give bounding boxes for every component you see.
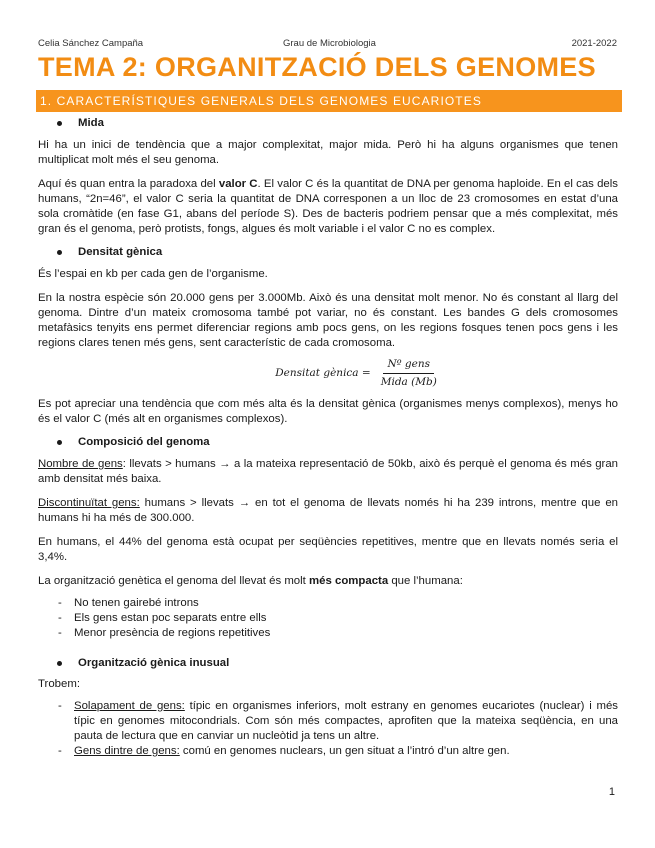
paragraph-mida-1: Hi ha un inici de tendència que a major complexitat, major mida. Però hi ha alguns organismes que tenen multiplicat molt més el seu genoma.	[38, 139, 618, 166]
paragraph-composicio-2: Discontinuïtat gens: humans > llevats → en tot el genoma de llevats només hi ha 239 introns, mentre que en humans hi ha més de 300.000.	[38, 497, 618, 524]
header-course: Grau de Microbiologia	[283, 38, 376, 49]
section-heading-text: 1. CARACTERÍSTIQUES GENERALS DELS GENOMES EUCARIOTES	[40, 94, 482, 108]
list-item: - Gens dintre de gens: comú en genomes nuclears, un gen situat a l’intró d’un altre gen.	[58, 745, 510, 757]
list-unusual-organization	[38, 699, 618, 759]
formula-densitat-genica	[98, 357, 618, 390]
paragraph-densitat-3: Es pot apreciar una tendència que com més alta és la densitat gènica (organismes menys complexos), menys ho és el valor C (més alt en organismes complexos).	[38, 398, 618, 425]
bullet-dot-icon	[57, 250, 62, 255]
bullet-dot-icon	[57, 121, 62, 126]
paragraph-densitat-1: És l’espai en kb per cada gen de l’organisme.	[38, 268, 268, 280]
bullet-dot-icon	[57, 661, 62, 666]
subheading-inusual: Organització gènica inusual	[38, 655, 618, 672]
list-compact-features	[38, 596, 618, 641]
formula-fraction	[377, 357, 441, 390]
subheading-composicio: Composició del genoma	[38, 434, 618, 451]
list-item: - No tenen gairebé introns	[58, 597, 199, 609]
paragraph-composicio-3: En humans, el 44% del genoma està ocupat per seqüències repetitives, mentre que en llevats només seria el 3,4%.	[38, 536, 618, 563]
paragraph-composicio-4: La organització genètica el genoma del llevat és molt més compacta que l’humana:	[38, 575, 463, 587]
formula-lhs: Densitat gènica =	[275, 367, 371, 379]
page-title: TEMA 2: ORGANITZACIÓ DELS GENOMES	[38, 52, 596, 82]
bullet-dot-icon	[57, 440, 62, 445]
formula-numerator: Nº gens	[383, 357, 434, 374]
paragraph-composicio-1: Nombre de gens: llevats > humans → a la mateixa representació de 50kb, això és perquè el genoma és més gran amb densitat més baixa.	[38, 458, 619, 485]
paragraph-inusual-intro: Trobem:	[38, 678, 80, 690]
subheading-mida: Mida	[38, 115, 618, 132]
subheading-densitat: Densitat gènica	[38, 244, 618, 261]
paragraph-mida-2: Aquí és quan entra la paradoxa del valor C. El valor C és la quantitat de DNA per genoma haploide. En el cas dels humans, “2n=46”, el valor C seria la quantitat de DNA corresponen a un lloc de 23 cromosomes en estat d’una sola cromàtide (en fase G1, abans del període S). Des de bacteris podriem pensar que a més complexitat, més gran és el genoma, però protists, fongs, algues és molt variable i el valor C no es complex.	[38, 178, 618, 235]
formula-denominator: Mida (Mb)	[380, 376, 437, 388]
list-item: - Solapament de gens: típic en organismes inferiors, molt estrany en genomes eucariotes (nuclear) i més típic en genomes mitocondrials. Com són més compactes, aprofiten que la mateixa seqüència, en una pauta de lectura que en canviar un nucleòtid ja tens un altre.	[58, 700, 618, 742]
paragraph-densitat-2: En la nostra espècie són 20.000 gens per 3.000Mb. Això és una densitat molt menor. No és constant al llarg del genoma. Dintre d’un mateix cromosoma també pot variar, no és constant. Les bandes G dels cromosomes metafàsics tenyits ens permet diferenciar regions amb pocs gens, on les regions fosques tenen pocs gens i les regions clares tenen més gens, sent característic de cada cromosoma.	[38, 292, 618, 349]
header-year: 2021-2022	[571, 38, 617, 49]
list-item: - Els gens estan poc separats entre ells	[58, 612, 267, 624]
document-body	[38, 113, 618, 759]
section-heading-bar	[36, 90, 622, 112]
header-author: Celia Sánchez Campaña	[38, 38, 144, 49]
page-number: 1	[608, 786, 615, 798]
list-item: - Menor presència de regions repetitives	[58, 627, 271, 639]
